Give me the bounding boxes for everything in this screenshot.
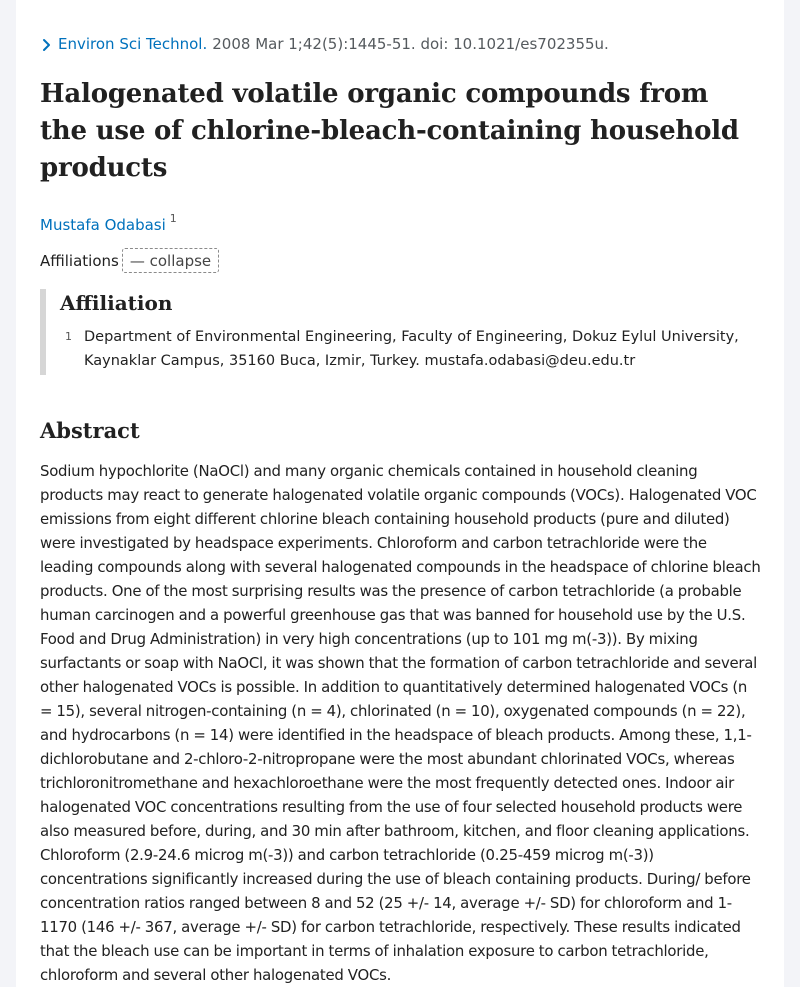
affiliation-item	[60, 325, 762, 373]
abstract-heading: Abstract	[40, 418, 140, 443]
author-link[interactable]: Mustafa Odabasi	[40, 216, 166, 234]
author-affiliation-ref[interactable]: 1	[169, 212, 177, 225]
author-list	[40, 211, 762, 235]
affiliations-toggle-row	[40, 248, 762, 273]
article-title: Halogenated volatile organic compounds from the use of chlorine-bleach-containing household products	[40, 79, 739, 183]
affiliation-heading: Affiliation	[60, 291, 173, 315]
abstract-text: Sodium hypochlorite (NaOCl) and many organic chemicals contained in household cleaning products may react to generate halogenated volatile organic compounds (VOCs). Halogenated VOC emissions from eight different chlorine bleach containing household products (pure and diluted) were investigated by headspace experiments. Chloroform and carbon tetrachloride were the leading compounds along with several halogenated compounds in the headspace of chlorine bleach products. One of the most surprising results was the presence of carbon tetrachloride (a probable human carcinogen and a powerful greenhouse gas that was banned for household use by the U.S. Food and Drug Administration) in very high concentrations (up to 101 mg m(-3)). By mixing surfactants or soap with NaOCl, it was shown that the formation of carbon tetrachloride and several other halogenated VOCs is possible. In addition to quantitatively determined halogenated VOCs (n = 15), several nitrogen-containing (n = 4), chlorinated (n = 10), oxygenated compounds (n = 22), and hydrocarbons (n = 14) were identified in the headspace of bleach products. Among these, 1,1-dichlorobutane and 2-chloro-2-nitropropane were the most abundant chlorinated VOCs, whereas trichloronitromethane and hexachloroethane were the most frequently detected ones. Indoor air halogenated VOC concentrations resulting from the use of four selected household products were also measured before, during, and 30 min after bathroom, kitchen, and floor cleaning applications. Chloroform (2.9-24.6 microg m(-3)) and carbon tetrachloride (0.25-459 microg m(-3)) concentrations significantly increased during the use of bleach containing products. During/ before concentration ratios ranged between 8 and 52 (25 +/- 14, average +/- SD) for chloroform and 1-1170 (146 +/- 367, average +/- SD) for carbon tetrachloride, respectively. These results indicated that the bleach use can be important in terms of inhalation exposure to carbon tetrachloride, chloroform and several other halogenated VOCs.	[40, 462, 761, 984]
collapse-affiliations-button[interactable]: — collapse	[122, 248, 219, 273]
affiliation-text: Department of Environmental Engineering, Faculty of Engineering, Dokuz Eylul University, Kaynaklar Campus, 35160 Buca, Izmir, Turkey. mustafa.odabasi@deu.edu.tr	[84, 329, 739, 369]
chevron-right-icon[interactable]	[40, 37, 54, 51]
article-card	[16, 0, 784, 987]
affiliation-section	[40, 289, 762, 375]
citation-line	[40, 34, 762, 54]
affiliation-number: 1	[65, 330, 72, 343]
affiliations-label: Affiliations	[40, 251, 119, 270]
journal-link[interactable]: Environ Sci Technol.	[58, 35, 208, 53]
citation-details: 2008 Mar 1;42(5):1445-51. doi: 10.1021/es702355u.	[212, 35, 609, 53]
